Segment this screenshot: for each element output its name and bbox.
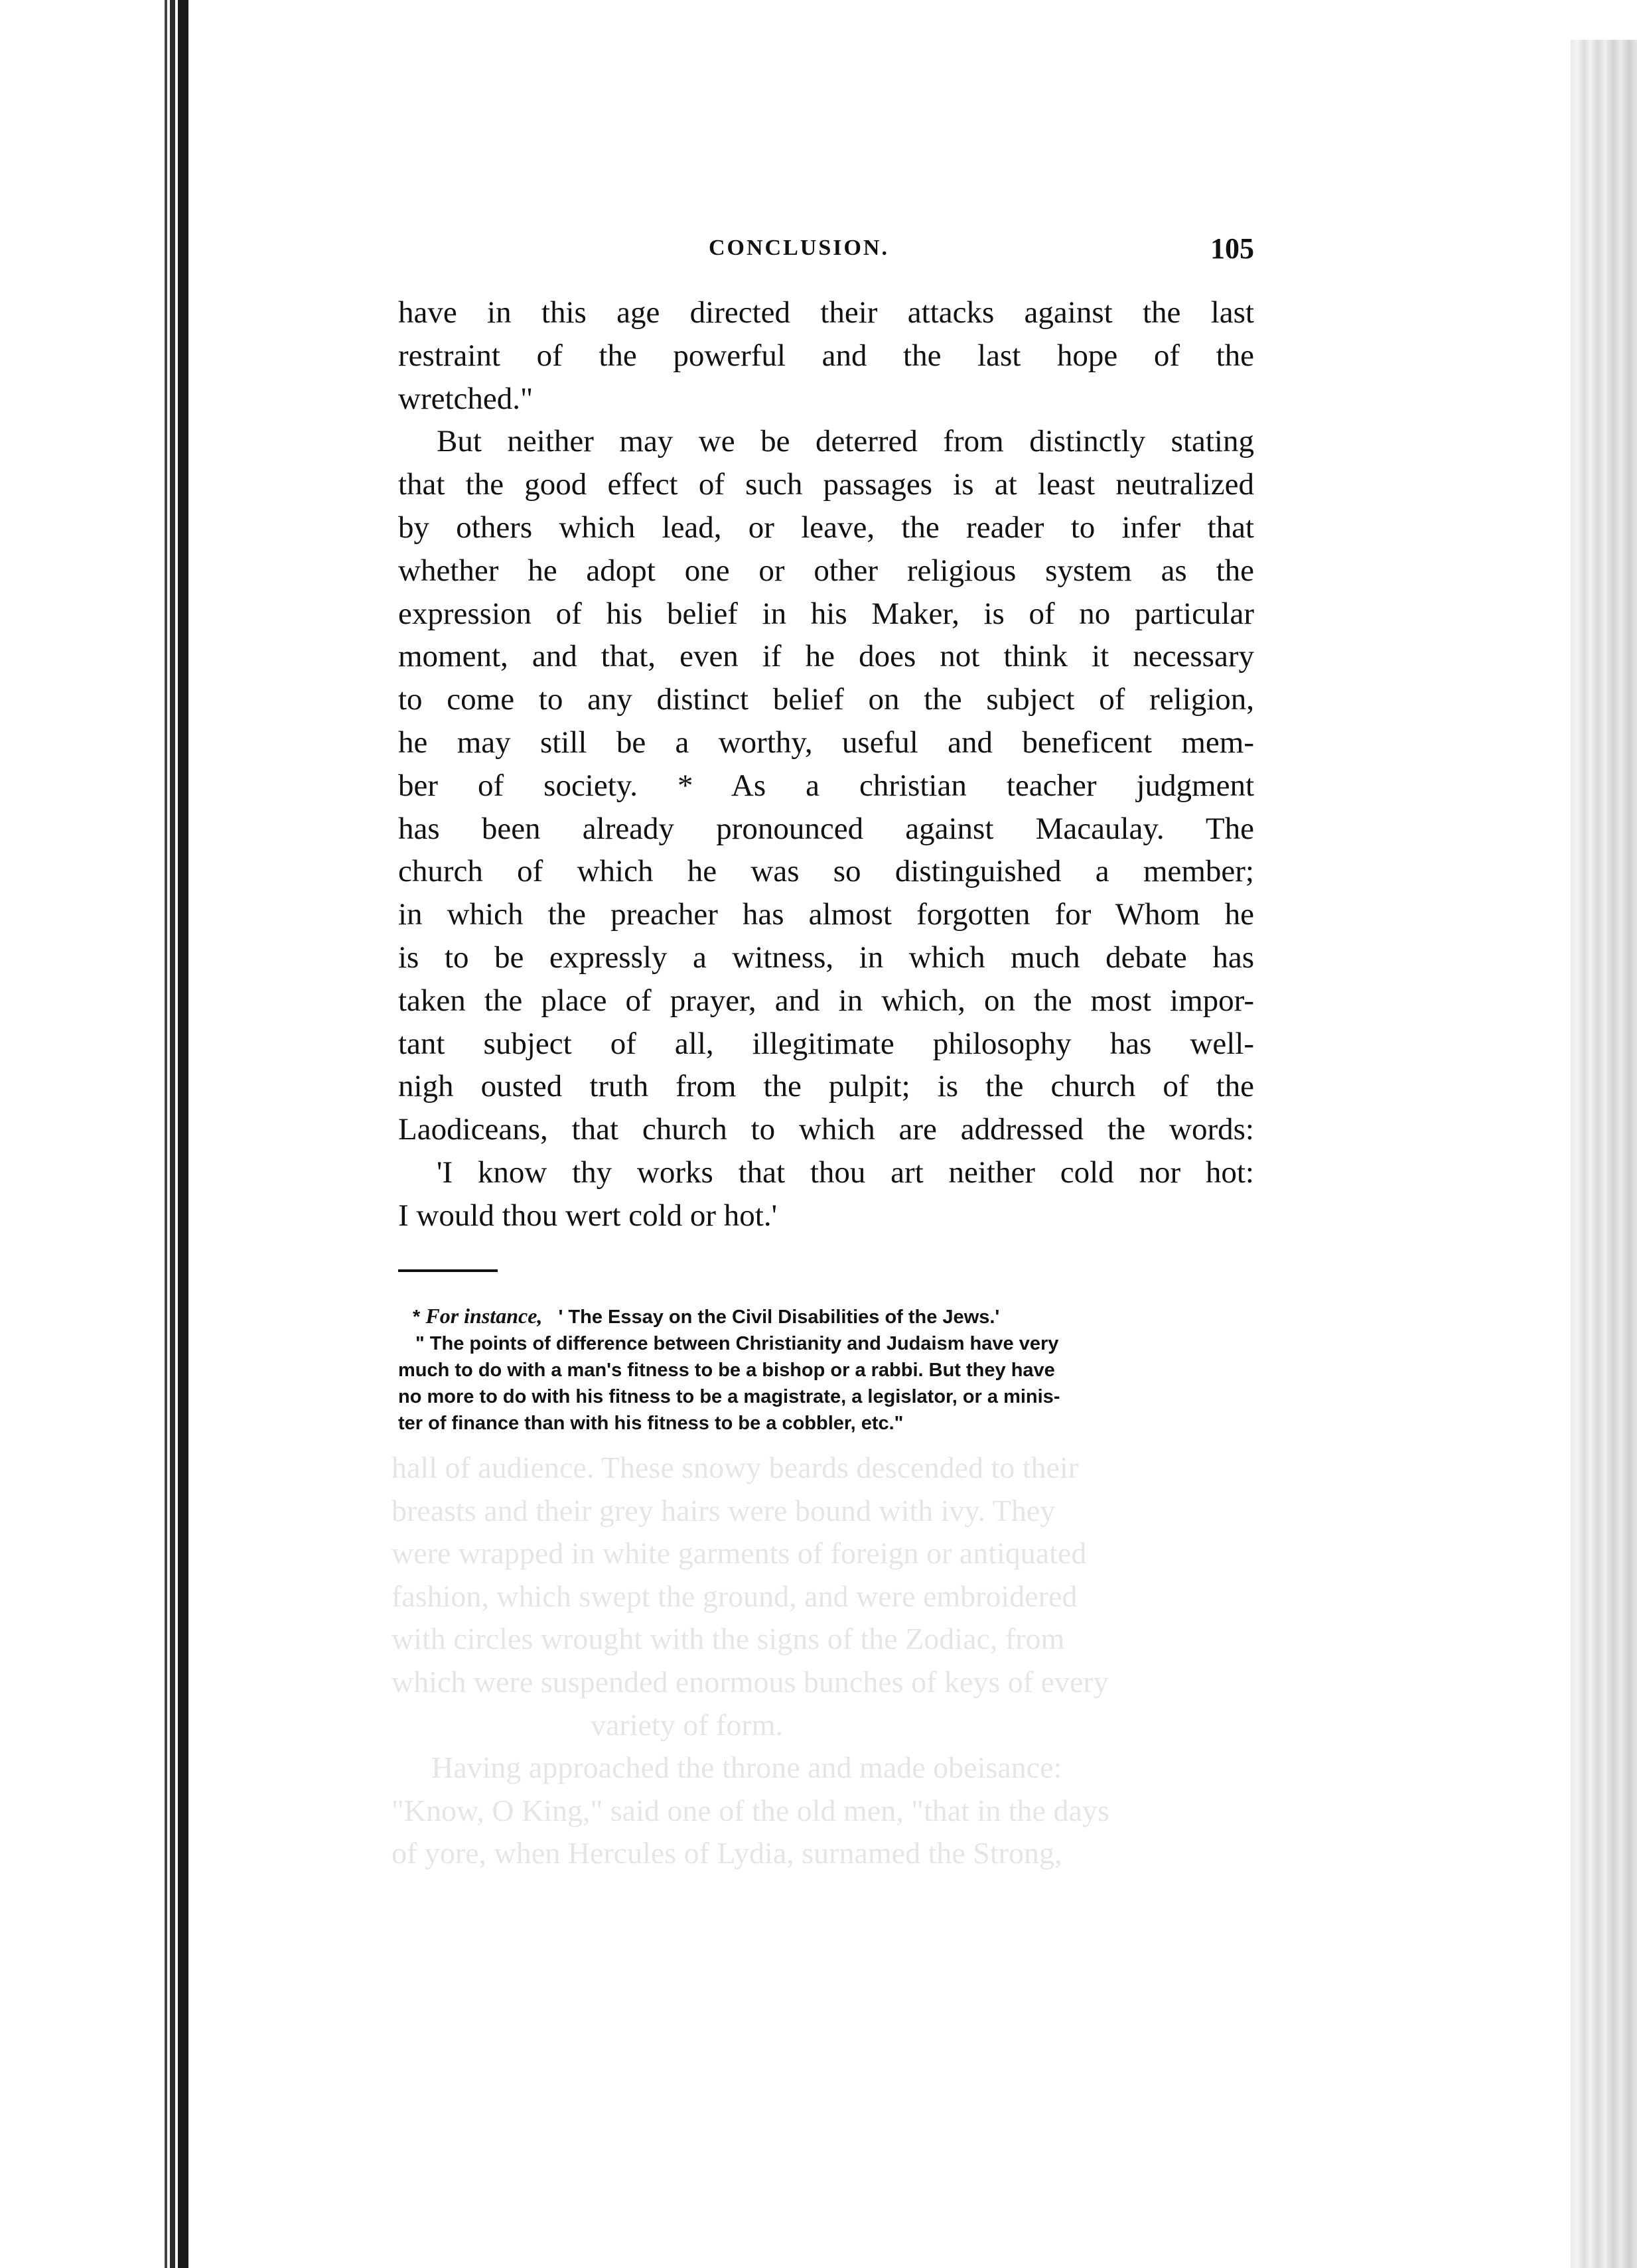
bleed-line: were wrapped in white garments of foreign or antiquated (391, 1536, 1087, 1571)
footnote-line: ter of finance than with his fitness to be a cobbler, etc." (398, 1412, 904, 1434)
body-line: church of which he was so distinguished a member; (398, 854, 1254, 889)
text-column (398, 232, 1254, 1437)
running-head (398, 232, 1254, 275)
binding-shadow (165, 0, 167, 2268)
page-edge-top (1571, 0, 1637, 40)
bleed-line: of yore, when Hercules of Lydia, surnamed the Strong, (391, 1836, 1062, 1871)
binding-edge (170, 0, 175, 2268)
footnote-line: much to do with a man's fitness to be a bishop or a rabbi. But they have (398, 1359, 1055, 1381)
bleed-line: Having approached the throne and made obeisance: (431, 1750, 1062, 1785)
body-line: whether he adopt one or other religious system as the (398, 553, 1254, 588)
body-line: have in this age directed their attacks against the last (398, 295, 1254, 330)
bleed-line: which were suspended enormous bunches of keys of every (391, 1664, 1109, 1699)
body-line: restraint of the powerful and the last hope of the (398, 338, 1254, 373)
body-line: is to be expressly a witness, in which much debate has (398, 940, 1254, 975)
body-line: to come to any distinct belief on the subject of religion, (398, 682, 1254, 717)
body-line: wretched." (398, 381, 534, 416)
body-line: tant subject of all, illegitimate philosophy has well- (398, 1026, 1254, 1061)
body-line: nigh ousted truth from the pulpit; is the church of the (398, 1069, 1254, 1104)
body-line: has been already pronounced against Macaulay. The (398, 811, 1254, 846)
page-edge-stack (1571, 0, 1637, 2268)
body-line: 'I know thy works that thou art neither cold nor hot: (437, 1155, 1254, 1190)
footnote-line: no more to do with his fitness to be a magistrate, a legislator, or a minis- (398, 1385, 1060, 1407)
footnote-first-line (398, 1303, 1254, 1330)
bleed-line: hall of audience. These snowy beards descended to their (391, 1451, 1079, 1484)
body-line: Laodiceans, that church to which are addressed the words: (398, 1112, 1254, 1147)
footnote-marker: * (413, 1306, 421, 1328)
body-line: But neither may we be deterred from distinctly stating (437, 424, 1254, 459)
body-line: ber of society. * As a christian teacher judgment (398, 768, 1254, 803)
body-line: that the good effect of such passages is at least neutralized (398, 467, 1254, 502)
footnote-intro: For instance, (425, 1303, 543, 1328)
bleed-line: with circles wrought with the signs of the Zodiac, from (391, 1622, 1065, 1656)
body-line: he may still be a worthy, useful and beneficent mem- (398, 725, 1254, 760)
page-number: 105 (1210, 232, 1254, 265)
body-line: in which the preacher has almost forgotten for Whom he (398, 897, 1254, 932)
bleed-line: breasts and their grey hairs were bound with ivy. They (391, 1493, 1056, 1527)
body-line: moment, and that, even if he does not think it necessary (398, 639, 1254, 674)
bleed-line: variety of form. (591, 1707, 783, 1742)
binding-strip (178, 0, 188, 2268)
body-line: expression of his belief in his Maker, is of no particular (398, 596, 1254, 631)
bleed-through-text (391, 1447, 1254, 1875)
footnote-line: " The points of difference between Christianity and Judaism have very (415, 1332, 1059, 1354)
body-text (398, 291, 1254, 1238)
body-line: by others which lead, or leave, the reader to infer that (398, 510, 1254, 545)
footnote-rule (398, 1269, 498, 1272)
bleed-line: fashion, which swept the ground, and were embroidered (391, 1579, 1078, 1613)
footnote (398, 1303, 1254, 1437)
body-line: I would thou wert cold or hot.' (398, 1198, 778, 1233)
body-line: taken the place of prayer, and in which, on the most impor- (398, 983, 1254, 1018)
running-title: CONCLUSION. (709, 236, 889, 260)
footnote-first-rest: ' The Essay on the Civil Disabilities of the Jews.' (558, 1306, 1000, 1328)
bleed-line: "Know, O King," said one of the old men, "that in the days (391, 1793, 1109, 1827)
